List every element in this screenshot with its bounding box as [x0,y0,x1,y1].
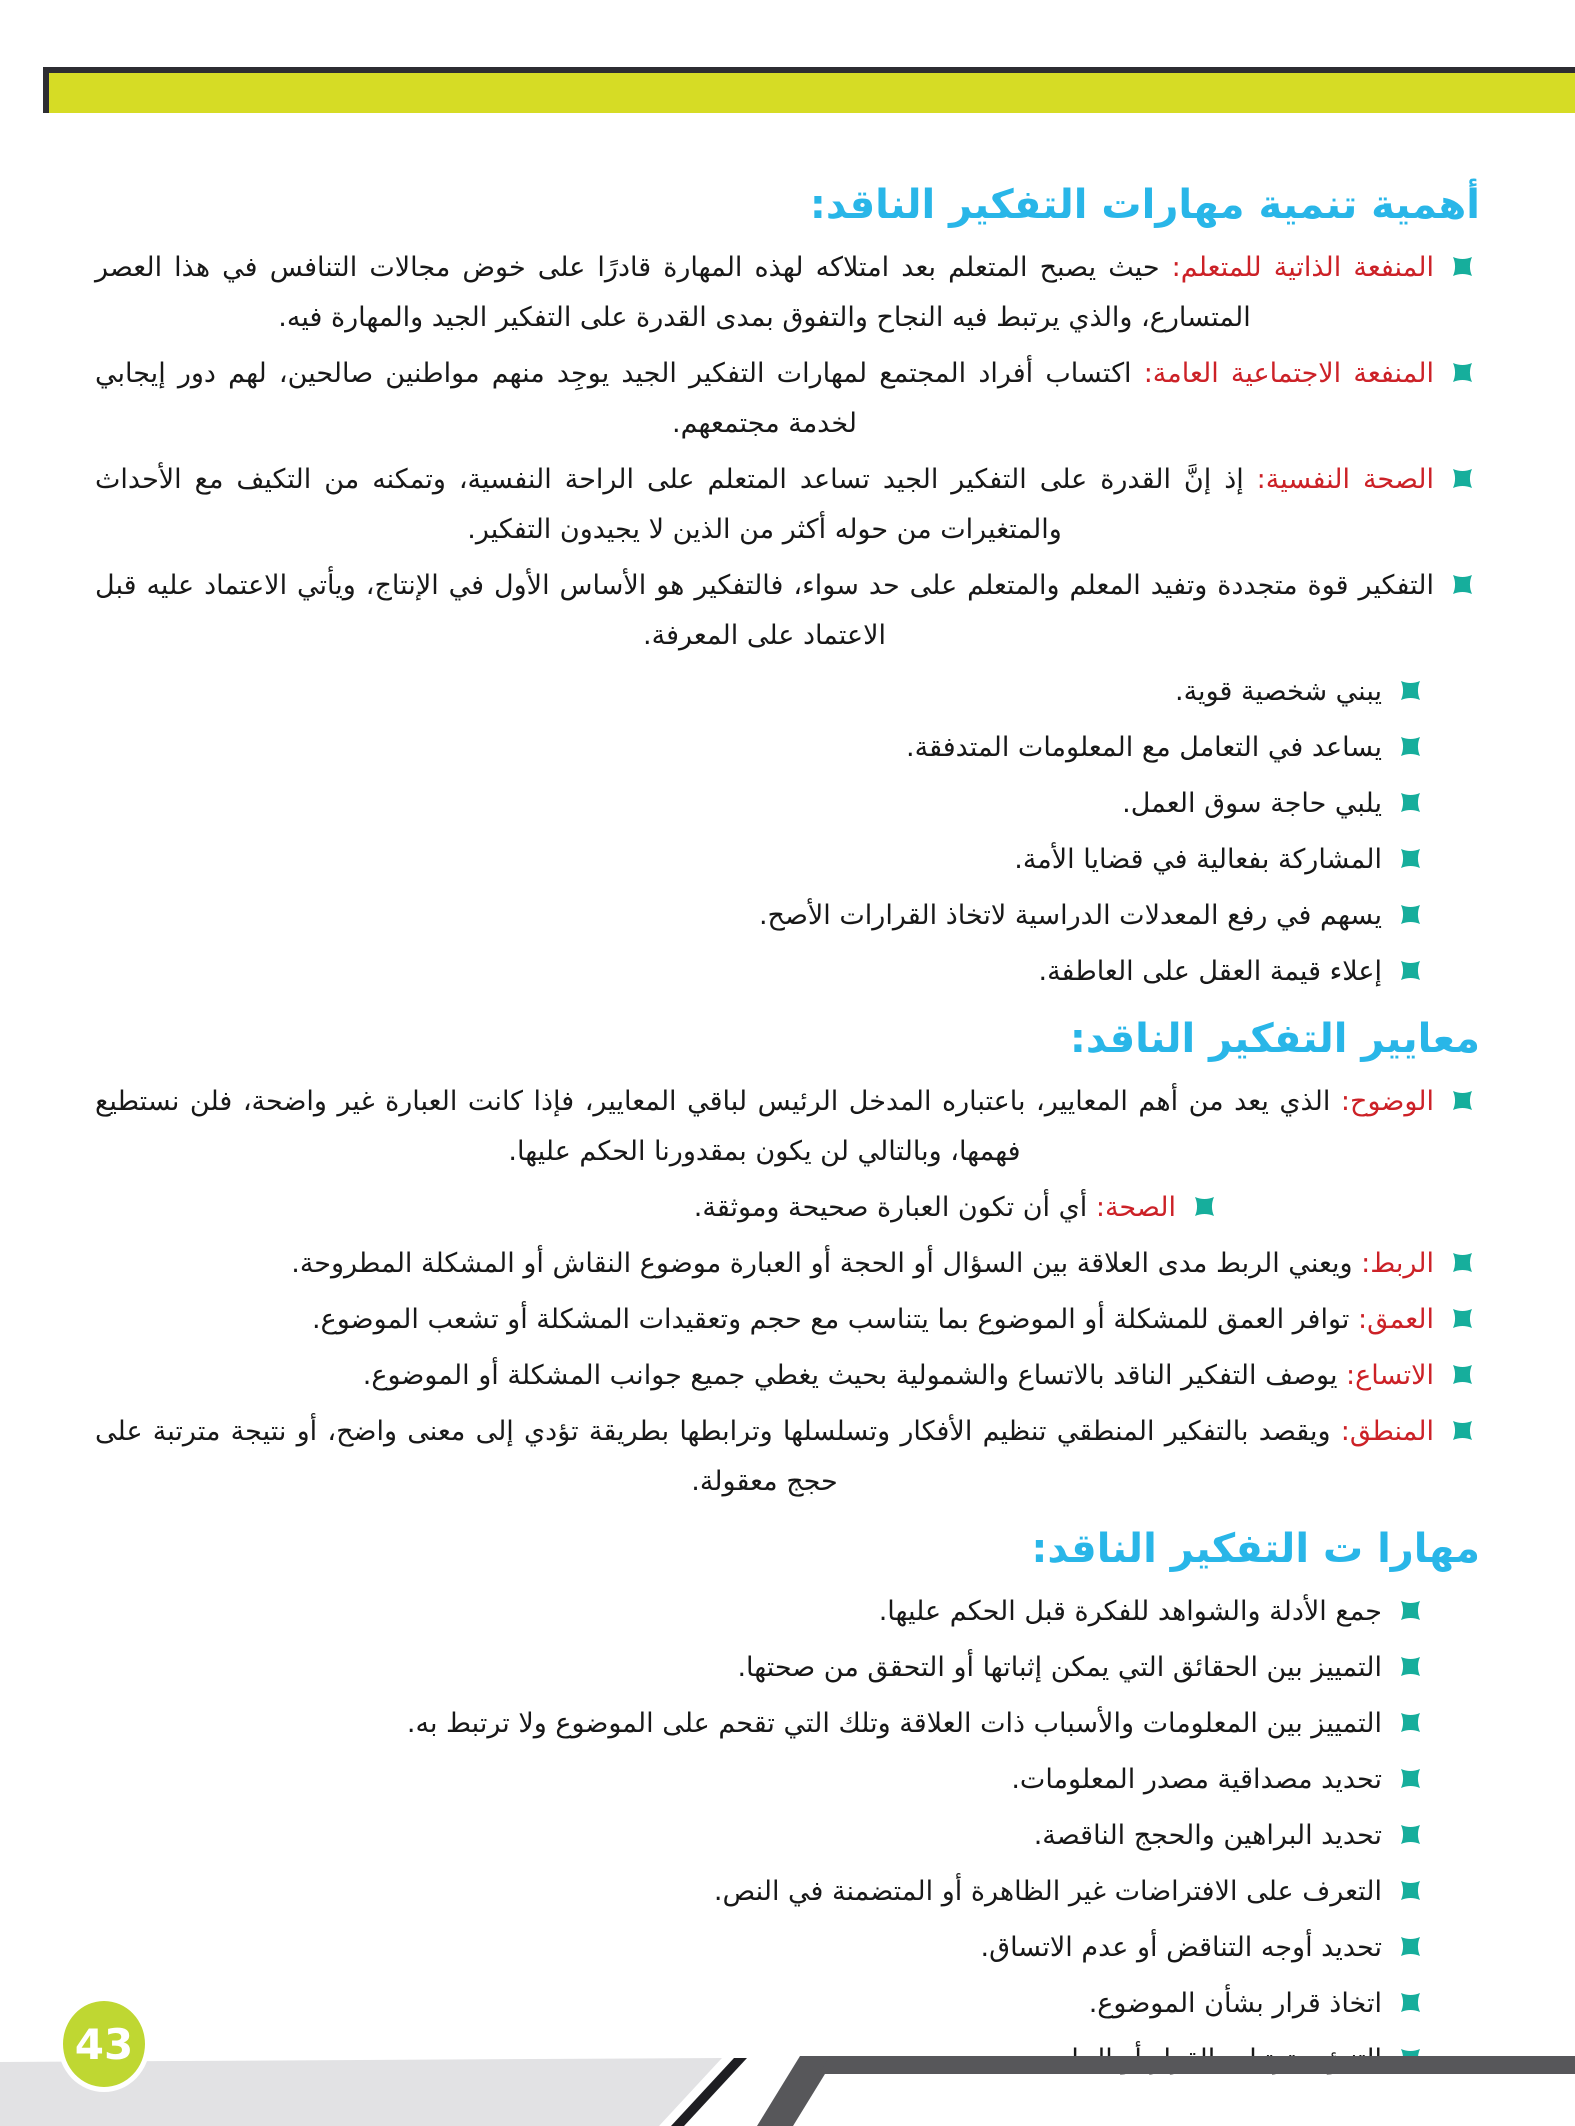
item-text: التمييز بين المعلومات والأسباب ذات العلاقة وتلك التي تقحم على الموضوع ولا ترتبط به. [406,1708,1382,1739]
list-item [95,1407,1480,1507]
list-item [95,1699,1428,1749]
four-point-star-icon [1453,363,1472,382]
four-point-star-icon [1401,1657,1420,1676]
four-point-star-icon [1401,793,1420,812]
footer-decoration [0,2036,1575,2126]
item-text: التمييز بين الحقائق التي يمكن إثباتها أو التحقق من صحتها. [737,1652,1382,1683]
section-title-criteria: معايير التفكير الناقد: [1069,1016,1480,1062]
item-text: توافر العمق للمشكلة أو الموضوع بما يتناسب مع حجم وتعقيدات المشكلة أو تشعب الموضوع. [312,1304,1350,1335]
list-item [95,1923,1428,1973]
list-item [95,243,1480,343]
four-point-star-icon [1401,849,1420,868]
top-accent-bar [43,67,1575,113]
list-item [95,667,1428,717]
section-criteria-list [95,1077,1480,1507]
section-title-skills: مهارا ت التفكير الناقد: [1031,1526,1480,1572]
item-text: الذي يعد من أهم المعايير، باعتباره المدخل الرئيس لباقي المعايير، فإذا كانت العبارة غير واضحة، فلن نستطيع فهمها، وبالتالي لن يكون بمقدورنا الحكم عليها. [95,1086,1331,1167]
list-item [95,1295,1480,1345]
four-point-star-icon [1401,1993,1420,2012]
item-text: اكتساب أفراد المجتمع لمهارات التفكير الجيد يوجِد منهم مواطنين صالحين، لهم دور إيجابي لخدمة مجتمعهم. [95,358,1132,439]
item-text: أي أن تكون العبارة صحيحة وموثقة. [693,1192,1088,1223]
item-text: التفكير قوة متجددة وتفيد المعلم والمتعلم على حد سواء، فالتفكير هو الأساس الأول في الإنتاج، ويأتي الاعتماد عليه قبل الاعتماد على المعرفة. [95,570,1434,651]
list-item [95,561,1480,661]
list-item [95,1587,1428,1637]
item-text: جمع الأدلة والشواهد للفكرة قبل الحكم عليها. [878,1596,1382,1627]
item-text: تحديد البراهين والحجج الناقصة. [1033,1820,1382,1851]
section-importance-list [95,243,1480,997]
four-point-star-icon [1453,1091,1472,1110]
list-item [95,891,1428,941]
item-text: يساعد في التعامل مع المعلومات المتدفقة. [906,732,1382,763]
page-number-badge [58,1996,150,2092]
item-text: يوصف التفكير الناقد بالاتساع والشمولية بحيث يغطي جميع جوانب المشكلة أو الموضوع. [362,1360,1338,1391]
four-point-star-icon [1401,1825,1420,1844]
item-lead-label: الصحة النفسية: [1243,464,1434,495]
list-item [95,1183,1222,1233]
list-item [95,1643,1428,1693]
four-point-star-icon [1401,1769,1420,1788]
list-item [95,1811,1428,1861]
item-text: حيث يصبح المتعلم بعد امتلاكه لهذه المهارة قادرًا على خوض مجالات التنافس في هذا العصر المتسارع، والذي يرتبط فيه النجاح والتفوق بمدى القدرة على التفكير الجيد والمهارة فيه. [95,252,1251,333]
four-point-star-icon [1401,961,1420,980]
list-item [95,835,1428,885]
item-text: تحديد مصداقية مصدر المعلومات. [1011,1764,1382,1795]
four-point-star-icon [1401,681,1420,700]
item-text: اتخاذ قرار بشأن الموضوع. [1088,1988,1382,2019]
list-item [95,1867,1428,1917]
four-point-star-icon [1453,1421,1472,1440]
four-point-star-icon [1401,1881,1420,1900]
list-item [95,779,1428,829]
four-point-star-icon [1401,1937,1420,1956]
four-point-star-icon [1401,737,1420,756]
item-text: إعلاء قيمة العقل على العاطفة. [1038,956,1382,987]
four-point-star-icon [1401,1713,1420,1732]
list-item [95,1755,1428,1805]
page-content [95,113,1480,2091]
four-point-star-icon [1401,1601,1420,1620]
four-point-star-icon [1195,1197,1214,1216]
list-item [95,947,1428,997]
section-title-importance: أهمية تنمية مهارات التفكير الناقد: [809,182,1480,228]
item-text: يسهم في رفع المعدلات الدراسية لاتخاذ القرارات الأصح. [758,900,1382,931]
section-skills-list [95,1587,1480,2085]
list-item [95,1351,1480,1401]
item-text: يبني شخصية قوية. [1175,676,1382,707]
list-item [95,1239,1480,1289]
four-point-star-icon [1453,1309,1472,1328]
item-lead-label: المنفعة الاجتماعية العامة: [1131,358,1434,389]
four-point-star-icon [1453,575,1472,594]
item-text: ويقصد بالتفكير المنطقي تنظيم الأفكار وتسلسلها وترابطها بطريقة تؤدي إلى معنى واضح، أو نتيجة مترتبة على حجج معقولة. [95,1416,1331,1497]
list-item [95,1979,1428,2029]
footer-dark-bar [819,2056,1575,2074]
four-point-star-icon [1401,905,1420,924]
item-lead-label: العمق: [1349,1304,1434,1335]
item-lead-label: المنفعة الذاتية للمتعلم: [1159,252,1434,283]
item-lead-label: الربط: [1352,1248,1434,1279]
item-text: ويعني الربط مدى العلاقة بين السؤال أو الحجة أو العبارة موضوع النقاش أو المشكلة المطروحة. [291,1248,1353,1279]
list-item [95,1077,1480,1177]
item-text: إذ إنَّ القدرة على التفكير الجيد تساعد المتعلم على الراحة النفسية، وتمكنه من التكيف مع الأحداث والمتغيرات من حوله أكثر من الذين لا يجيدون التفكير. [95,464,1244,545]
list-item [95,455,1480,555]
item-text: المشاركة بفعالية في قضايا الأمة. [1014,844,1382,875]
item-lead-label: المنطق: [1330,1416,1434,1447]
item-lead-label: الوضوح: [1330,1086,1434,1117]
item-text: يلبي حاجة سوق العمل. [1122,788,1382,819]
item-text: التعرف على الافتراضات غير الظاهرة أو المتضمنة في النص. [713,1876,1382,1907]
four-point-star-icon [1453,1253,1472,1272]
four-point-star-icon [1453,1365,1472,1384]
four-point-star-icon [1453,469,1472,488]
item-text: تحديد أوجه التناقض أو عدم الاتساق. [980,1932,1382,1963]
list-item [95,349,1480,449]
four-point-star-icon [1453,257,1472,276]
list-item [95,723,1428,773]
item-lead-label: الصحة: [1087,1192,1176,1223]
page-number: 43 [74,2019,134,2069]
item-lead-label: الاتساع: [1337,1360,1434,1391]
